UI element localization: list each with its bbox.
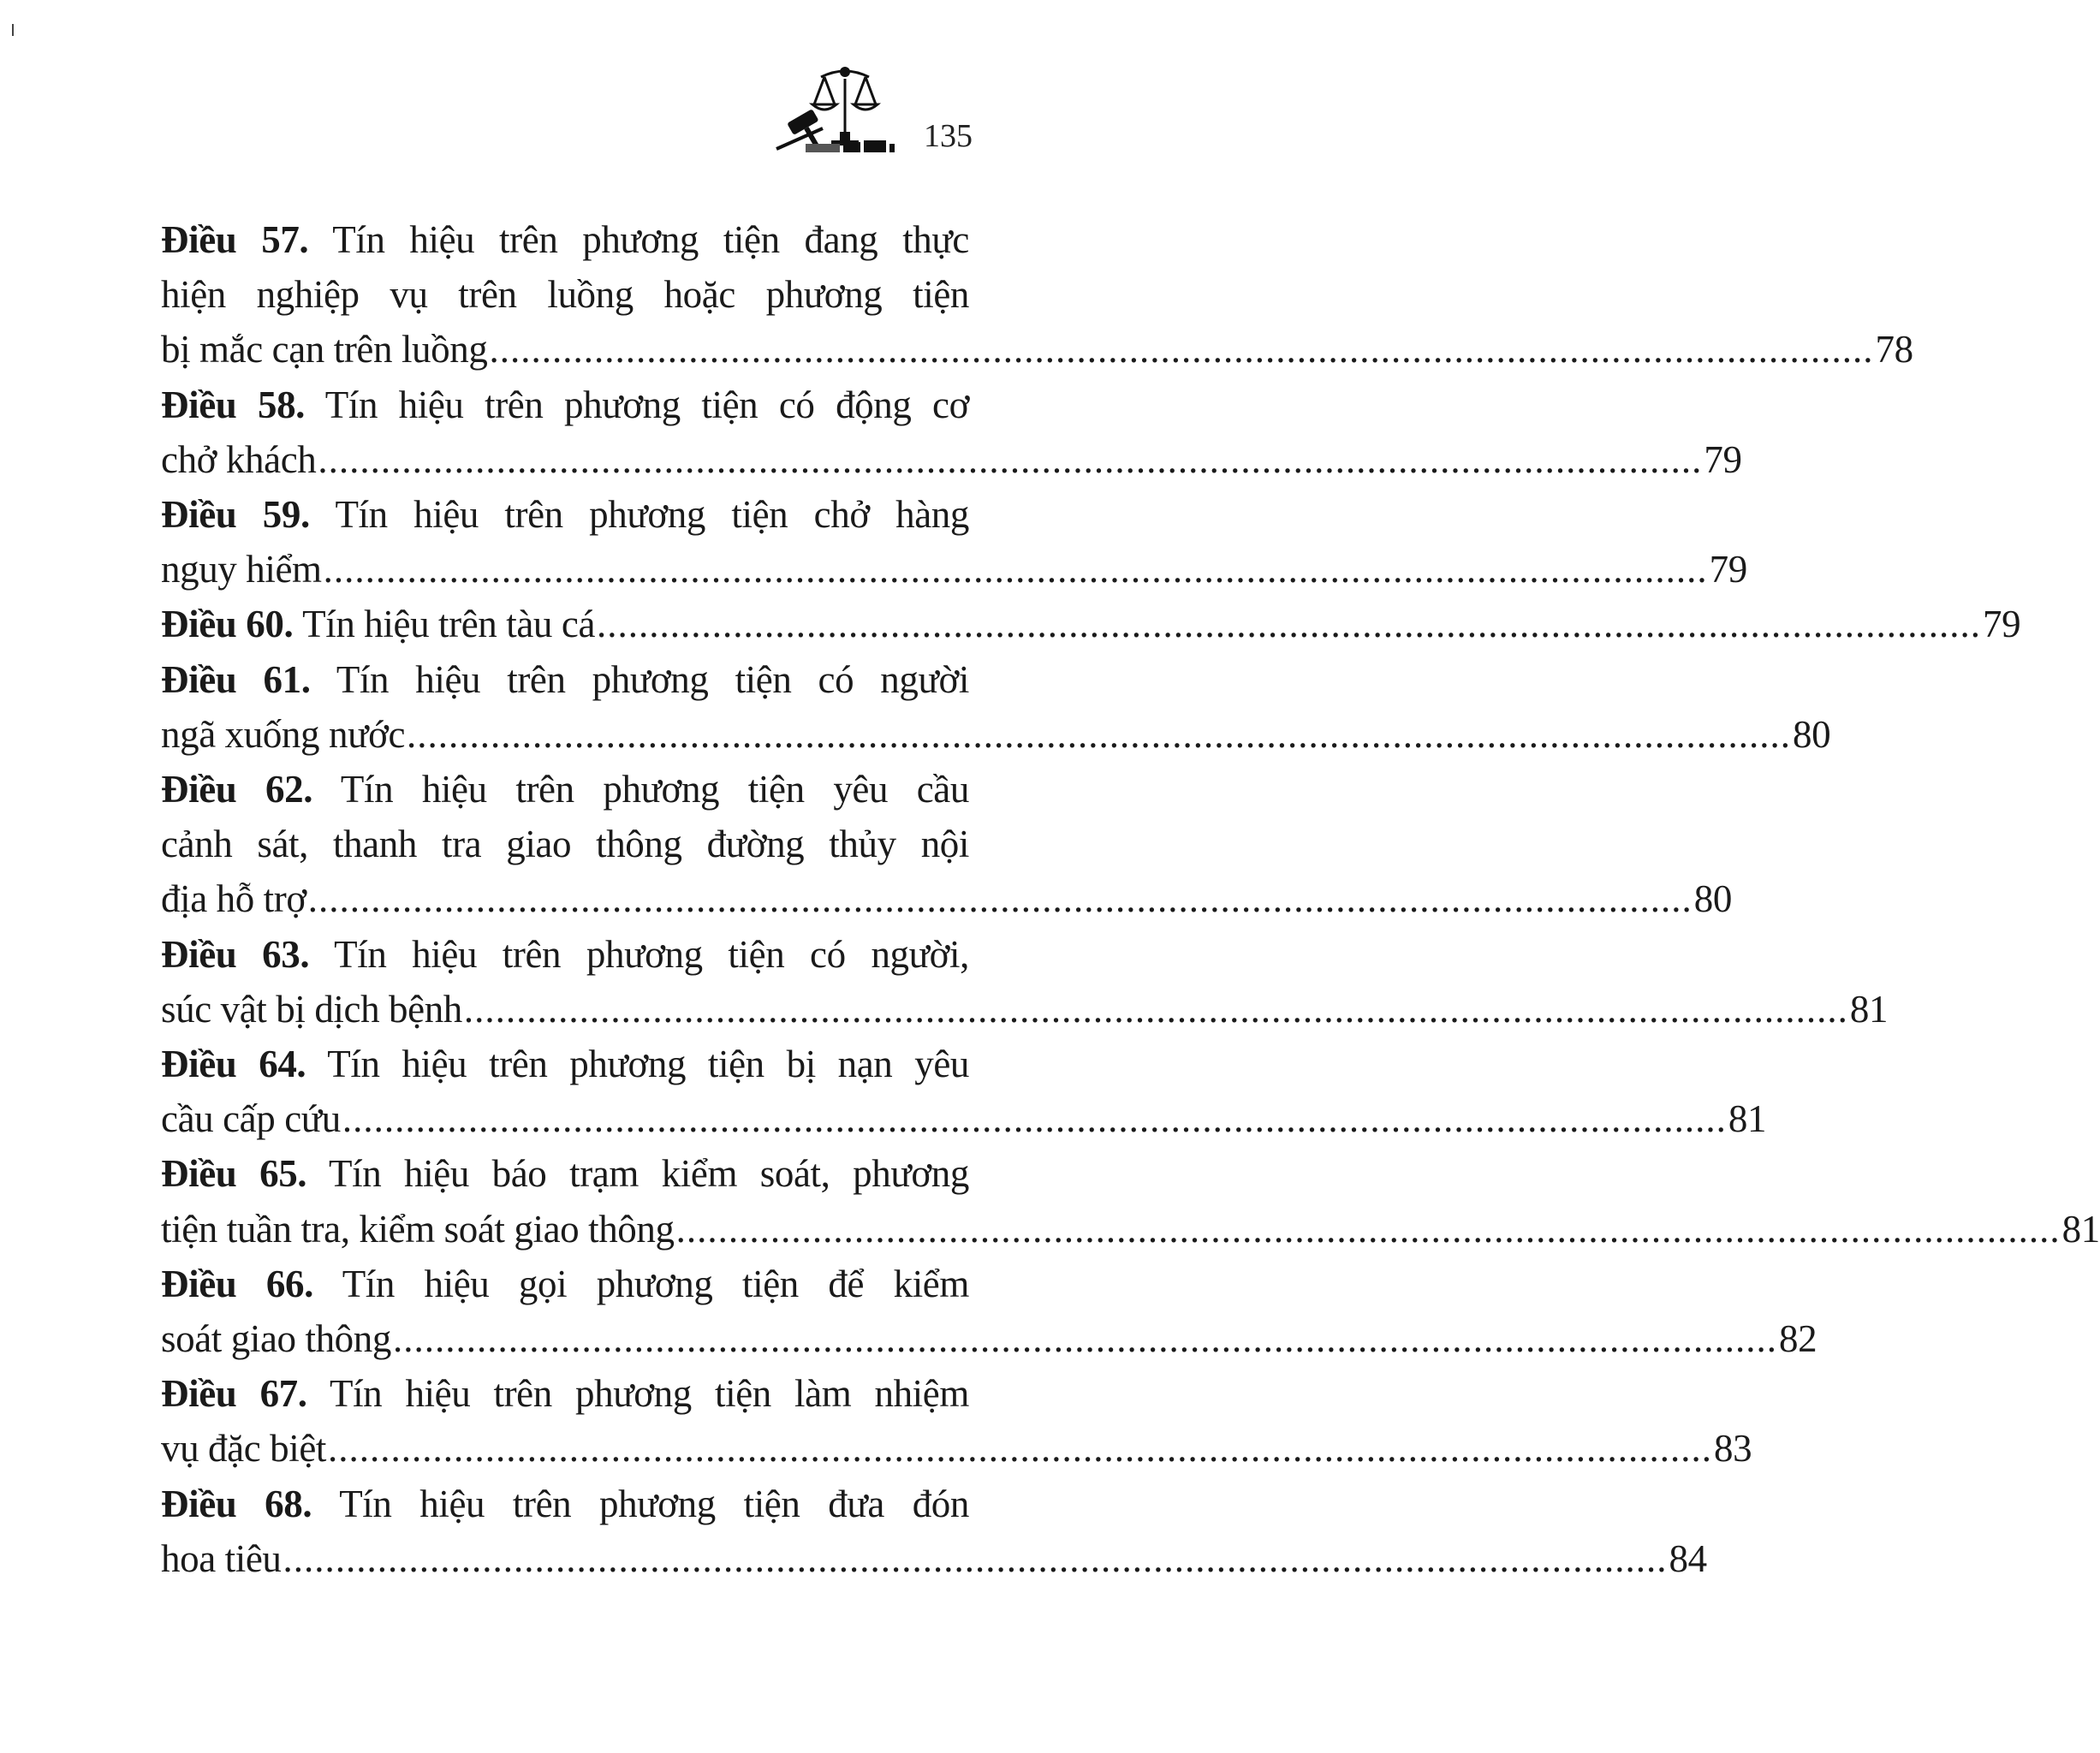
entry-page-number: 81	[2061, 1207, 2100, 1251]
entry-title-line: Tín hiệu trên phương tiện bị nạn yêu	[327, 1043, 969, 1086]
toc-entry	[161, 1257, 1817, 1366]
article-label: Điều 62.	[161, 768, 313, 811]
entry-page-number: 81	[1849, 987, 1889, 1031]
table-of-contents	[161, 212, 2100, 1586]
toc-entry	[161, 1366, 1752, 1476]
article-label: Điều 59.	[161, 493, 310, 537]
entry-page-number: 79	[1704, 437, 1742, 481]
entry-title-line: Tín hiệu trên phương tiện có động cơ	[324, 383, 969, 426]
toc-entry	[161, 1037, 1767, 1146]
entry-page-number: 83	[1714, 1427, 1752, 1471]
article-label: Điều 63.	[161, 932, 310, 976]
entry-title-line: Tín hiệu trên phương tiện có người	[336, 657, 970, 701]
entry-title-line: Tín hiệu trên phương tiện làm nhiệm	[329, 1372, 969, 1416]
entry-title-line: nguy hiểm	[161, 548, 322, 591]
toc-entry	[161, 377, 1742, 487]
leader-dots: ....................................................................................................................................	[675, 1207, 2061, 1251]
leader-dots: ....................................................................................................................................	[328, 1427, 1713, 1471]
entry-title-line: địa hỗ trợ	[161, 877, 306, 921]
entry-title-line: hoa tiêu	[161, 1536, 282, 1580]
entry-title-line: Tín hiệu gọi phương tiện để kiểm	[342, 1262, 969, 1305]
article-label: Điều 64.	[161, 1043, 306, 1086]
entry-page-number: 84	[1669, 1536, 1707, 1580]
entry-title-line: cảnh sát, thanh tra giao thông đường thủy nội	[161, 823, 969, 866]
entry-title-line: hiện nghiệp vụ trên luồng hoặc phương tiện	[161, 273, 969, 317]
toc-entry	[161, 927, 1889, 1037]
entry-page-number: 82	[1778, 1317, 1817, 1361]
article-label: Điều 68.	[161, 1482, 312, 1525]
leader-dots: ....................................................................................................................................	[323, 548, 1708, 591]
scales-of-justice-gavel-icon	[771, 60, 900, 154]
entry-title-line: soát giao thông	[161, 1317, 391, 1361]
leader-dots: ....................................................................................................................................	[392, 1317, 1777, 1361]
toc-entry	[161, 1477, 1707, 1586]
entry-title-line: Tín hiệu báo trạm kiểm soát, phương	[329, 1152, 969, 1196]
toc-entry	[161, 1146, 2100, 1256]
entry-title-line: súc vật bị dịch bệnh	[161, 987, 462, 1031]
leader-dots: ....................................................................................................................................	[283, 1536, 1668, 1580]
entry-page-number: 79	[1983, 603, 2021, 646]
entry-title-line: Tín hiệu trên phương tiện yêu cầu	[340, 768, 969, 811]
entry-title-line: Tín hiệu trên phương tiện chở hàng	[335, 493, 969, 537]
leader-dots: ....................................................................................................................................	[489, 328, 1874, 371]
leader-dots: ....................................................................................................................................	[318, 437, 1703, 481]
entry-title-line: tiện tuần tra, kiểm soát giao thông	[161, 1207, 675, 1251]
scan-mark	[12, 24, 14, 36]
article-label: Điều 57.	[161, 218, 309, 261]
toc-entry	[161, 597, 2021, 651]
page-number: 135	[924, 118, 973, 154]
leader-dots: ....................................................................................................................................	[342, 1097, 1727, 1141]
entry-title-line: ngã xuống nước	[161, 712, 406, 756]
leader-dots: ....................................................................................................................................	[407, 712, 1792, 756]
entry-page-number: 79	[1709, 548, 1747, 591]
entry-title-line: cầu cấp cứu	[161, 1097, 341, 1141]
entry-title-line: vụ đặc biệt	[161, 1427, 327, 1471]
article-label: Điều 67.	[161, 1372, 307, 1416]
entry-page-number: 80	[1693, 877, 1732, 921]
leader-dots: ....................................................................................................................................	[463, 987, 1848, 1031]
entry-page-number: 78	[1875, 328, 1913, 371]
leader-dots: ....................................................................................................................................	[597, 603, 1982, 646]
article-label: Điều 61.	[161, 657, 311, 701]
article-label: Điều 58.	[161, 383, 306, 426]
toc-entry	[161, 762, 1732, 927]
toc-entry	[161, 487, 1747, 597]
article-label: Điều 66.	[161, 1262, 313, 1305]
entry-title-line: bị mắc cạn trên luồng	[161, 328, 488, 371]
entry-title-line: chở khách	[161, 437, 317, 481]
entry-title-line: Tín hiệu trên tàu cá	[302, 603, 596, 646]
entry-page-number: 80	[1793, 712, 1831, 756]
entry-title-line: Tín hiệu trên phương tiện đang thực	[332, 218, 969, 261]
entry-title-line: Tín hiệu trên phương tiện có người,	[334, 932, 969, 976]
article-label: Điều 65.	[161, 1152, 307, 1196]
entry-page-number: 81	[1728, 1097, 1767, 1141]
toc-entry	[161, 212, 1913, 377]
page-header	[771, 60, 973, 154]
leader-dots: ....................................................................................................................................	[307, 877, 1692, 921]
article-label: Điều 60.	[161, 603, 294, 646]
toc-entry	[161, 652, 1831, 762]
entry-title-line: Tín hiệu trên phương tiện đưa đón	[339, 1482, 969, 1525]
